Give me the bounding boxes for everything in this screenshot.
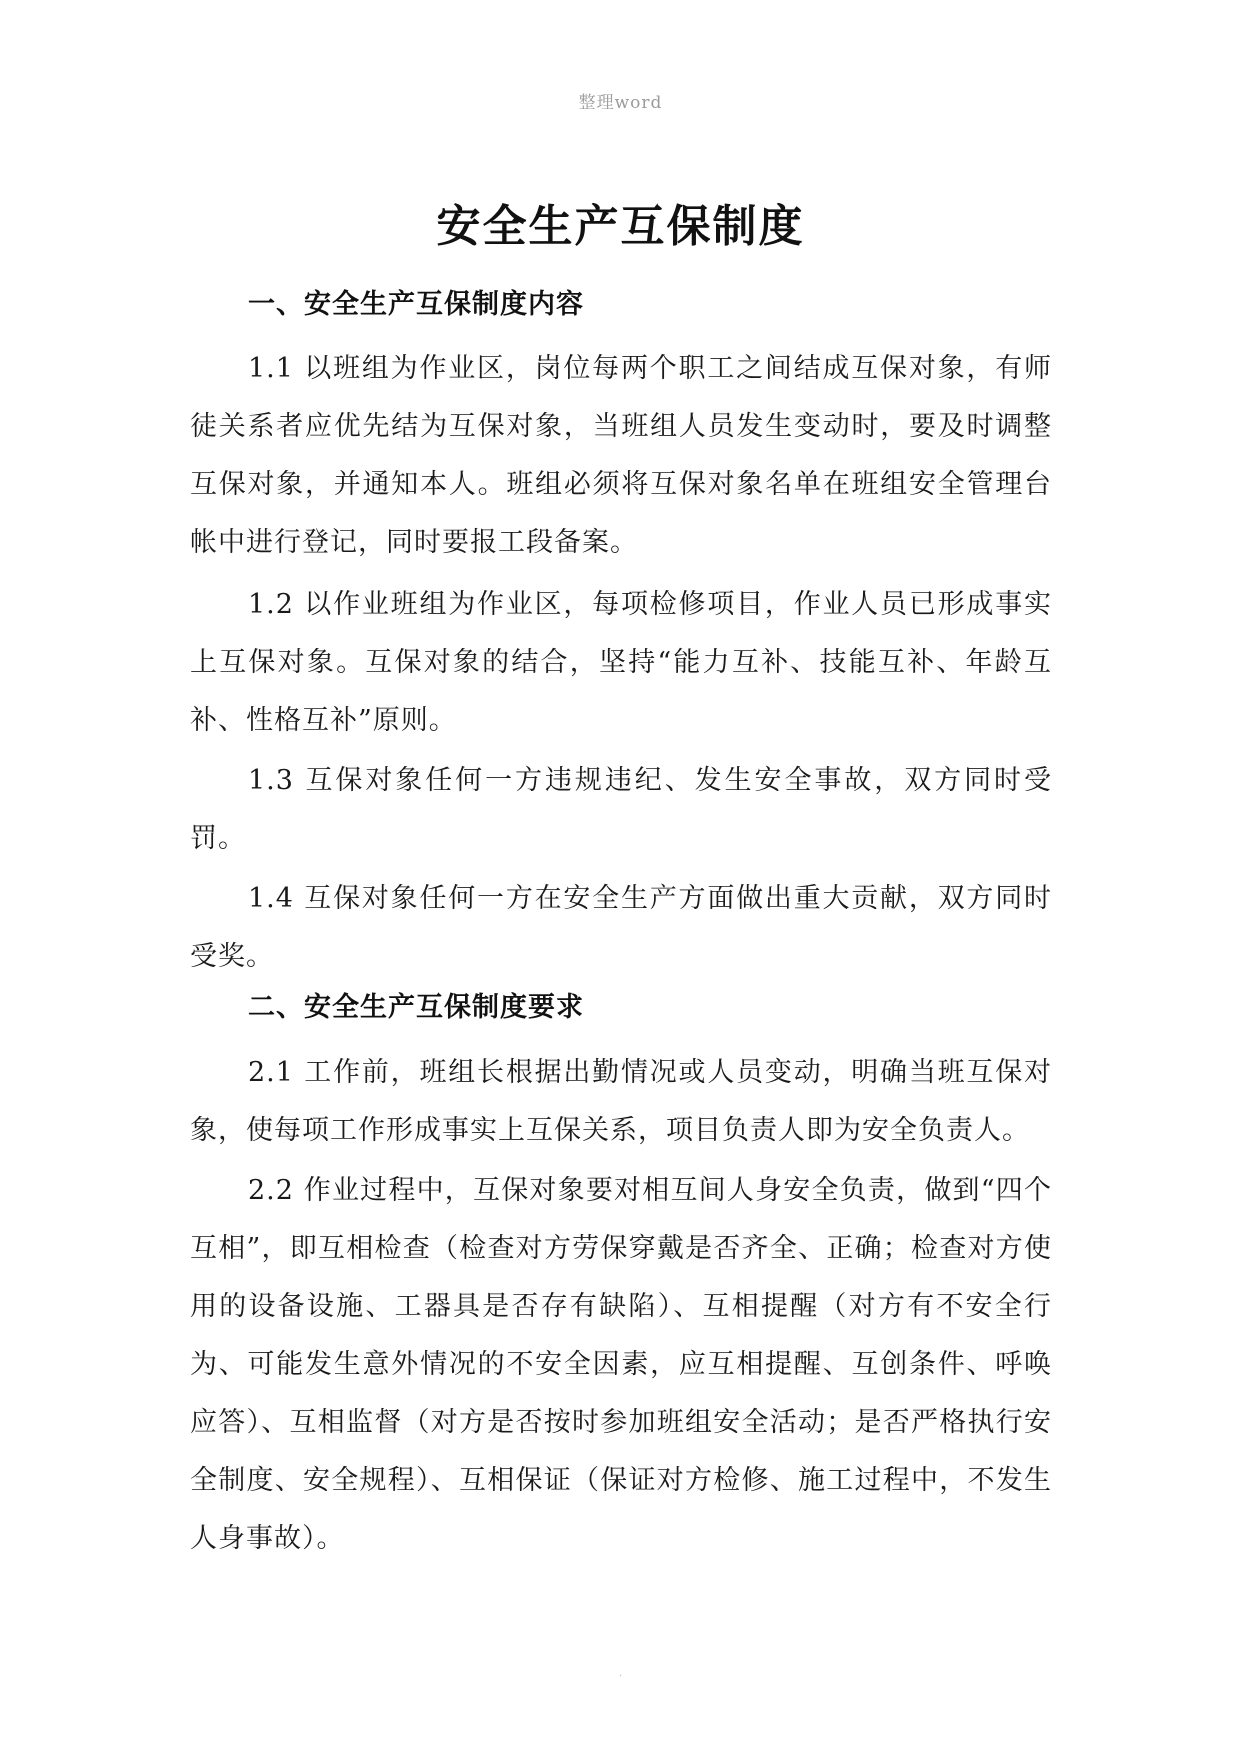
paragraph-1-1: 1.1 以班组为作业区，岗位每两个职工之间结成互保对象，有师徒关系者应优先结为互保对象，当班组人员发生变动时，要及时调整互保对象，并通知本人。班组必须将互保对象名单在班组安全管理台帐中进行登记，同时要报工段备案。 (190, 353, 1052, 558)
paragraph-1-4: 1.4 互保对象任何一方在安全生产方面做出重大贡献，双方同时受奖。 (190, 883, 1052, 972)
document-title: 安全生产互保制度 (436, 201, 805, 252)
paragraph-1-3: 1.3 互保对象任何一方违规违纪、发生安全事故，双方同时受罚。 (190, 765, 1052, 854)
page-header-watermark: 整理word (578, 93, 663, 113)
paragraph-2-2: 2.2 作业过程中，互保对象要对相互间人身安全负责，做到“四个互相”，即互相检查（检查对方劳保穿戴是否齐全、正确；检查对方使用的设备设施、工器具是否存有缺陷）、互相提醒（对方有不安全行为、可能发生意外情况的不安全因素，应互相提醒、互创条件、呼唤应答）、互相监督（对方是否按时参加班组安全活动；是否严格执行安全制度、安全规程）、互相保证（保证对方检修、施工过程中，不发生人身事故）。 (190, 1175, 1052, 1554)
footer-mark: . (619, 1668, 623, 1679)
paragraph-1-2: 1.2 以作业班组为作业区，每项检修项目，作业人员已形成事实上互保对象。互保对象的结合，坚持“能力互补、技能互补、年龄互补、性格互补”原则。 (190, 589, 1052, 736)
section-heading-content: 一、安全生产互保制度内容 (248, 289, 584, 320)
section-heading-requirements: 二、安全生产互保制度要求 (248, 992, 584, 1023)
paragraph-2-1: 2.1 工作前，班组长根据出勤情况或人员变动，明确当班互保对象，使每项工作形成事实上互保关系，项目负责人即为安全负责人。 (190, 1057, 1052, 1146)
